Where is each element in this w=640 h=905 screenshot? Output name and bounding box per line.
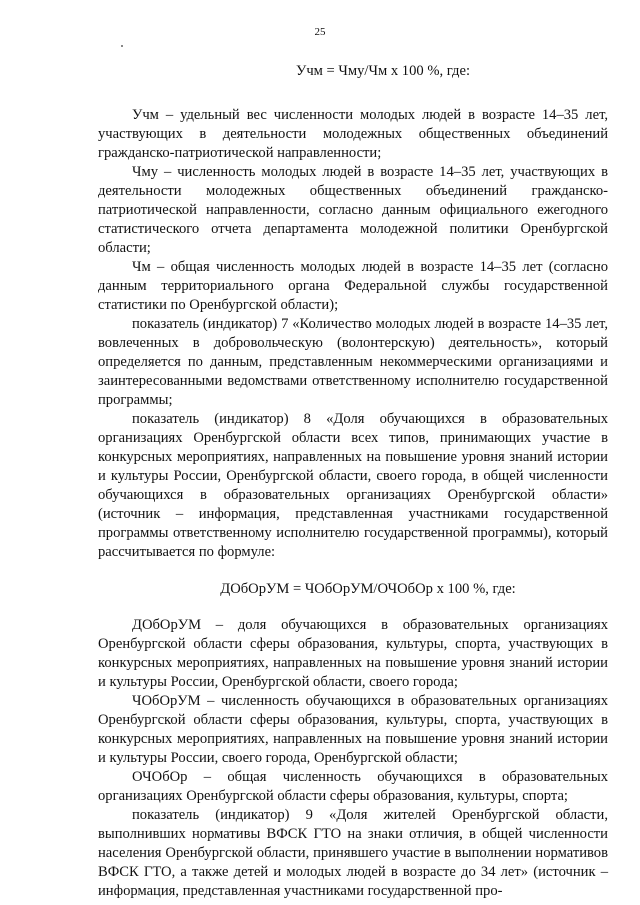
indicator-8: показатель (индикатор) 8 «Доля обучающихся в образовательных организациях Оренбургской области всех типов, принимающих участие в конкурсных мероприятиях, направленных на повышение уровня знаний истории и культуры России, Оренбургской области, своего города, в общей численности обучающихся в образовательных организациях Оренбургской области» (источник – информация, представленная участниками государственной программы ответственному исполнителю государственной программы), который рассчитывается по формуле: (98, 411, 608, 560)
definition-chm: Чм – общая численность молодых людей в возрасте 14–35 лет (согласно данным территориального органа Федеральной службы государственной статистики по Оренбургской области); (98, 259, 608, 313)
page-number: 25 (314, 26, 326, 38)
indicator-9: показатель (индикатор) 9 «Доля жителей Оренбургской области, выполнивших нормативы ВФСК ГТО на знаки отличия, в общей численности населения Оренбургской области, принявшего участие в выполнении нормативов ВФСК ГТО, а также детей и молодых людей в возрасте до 34 лет» (источник – информация, представленная участниками государственной про- (98, 807, 608, 899)
formula-share-of-youth: Учм = Чму/Чм х 100 %, где: (295, 63, 471, 79)
definition-dobórum: ДОбОрУМ – доля обучающихся в образовательных организациях Оренбургской области сферы образования, культуры, спорта, участвующих в конкурсных мероприятиях, направленных на повышение уровня знаний истории и культуры России, Оренбургской области, своего города; (98, 617, 608, 690)
definition-chobórum: ЧОбОрУМ – численность обучающихся в образовательных организациях Оренбургской области сферы образования, культуры, спорта, участвующих в конкурсных мероприятиях, направленных на повышение уровня знаний истории и культуры России, своего города, Оренбургской области; (98, 693, 608, 766)
document-body (98, 54, 608, 901)
definition-ochobor: ОЧОбОр – общая численность обучающихся в образовательных организациях Оренбургской области сферы образования, культуры, спорта; (98, 769, 608, 804)
definition-uchm: Учм – удельный вес численности молодых людей в возрасте 14–35 лет, участвующих в деятельности молодежных общественных объединений гражданско-патриотической направленности; (98, 107, 608, 161)
scan-dot (121, 45, 123, 47)
formula-share-of-students: ДОбОрУМ = ЧОбОрУМ/ОЧОбОр х 100 %, где: (220, 581, 516, 597)
indicator-7: показатель (индикатор) 7 «Количество молодых людей в возрасте 14–35 лет, вовлеченных в добровольческую (волонтерскую) деятельность», который определяется по данным, представленным некоммерческими организациями и заинтересованными ведомствами ответственному исполнителю государственной программы; (98, 316, 608, 408)
definition-chmu: Чму – численность молодых людей в возрасте 14–35 лет, участвующих в деятельности молодежных общественных объединений гражданско-патриотической направленности, согласно данным официального ежегодного статистического отчета департамента молодежной политики Оренбургской области; (98, 164, 608, 256)
